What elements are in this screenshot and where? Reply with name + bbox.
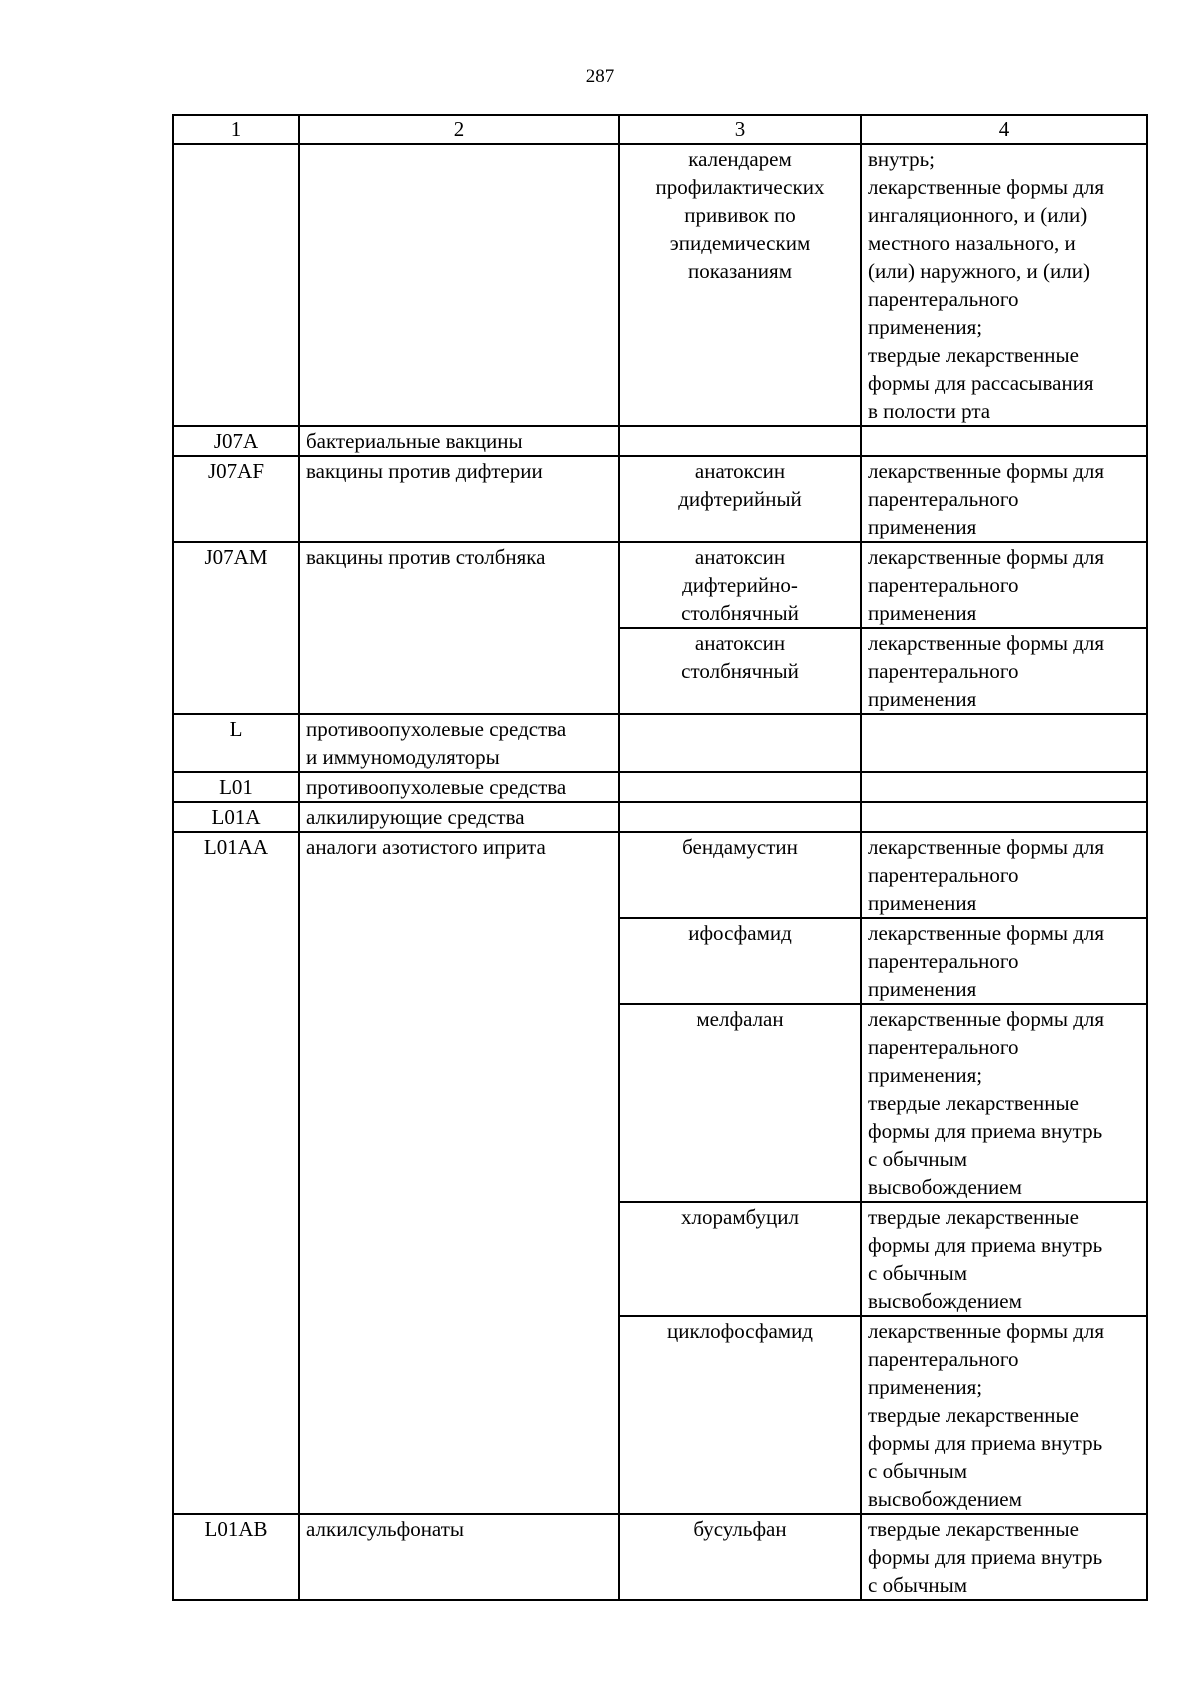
drug-name-cell (619, 802, 861, 832)
atc-code-cell: J07AM (173, 542, 299, 714)
drug-name-line: хлорамбуцил (681, 1205, 799, 1229)
drug-name-line: столбнячный (681, 659, 799, 683)
drug-name-line: бусульфан (693, 1517, 787, 1541)
drug-name-cell (619, 144, 861, 426)
header-cell-2: 2 (299, 115, 619, 144)
dosage-form-cell (861, 1004, 1147, 1202)
header-row (173, 115, 1147, 144)
dosage-form-line: твердые лекарственные (868, 1205, 1079, 1229)
dosage-form-line: (или) наружного, и (или) (868, 259, 1090, 283)
drug-name-cell (619, 1316, 861, 1514)
dosage-form-line: высвобождением (868, 1175, 1022, 1199)
table-row (173, 426, 1147, 456)
dosage-form-line: лекарственные формы для (868, 175, 1105, 199)
drug-name-line: бендамустин (682, 835, 798, 859)
atc-code-cell: L (173, 714, 299, 772)
atc-code-cell: J07AF (173, 456, 299, 542)
table-row (173, 456, 1147, 542)
dosage-form-line: лекарственные формы для (868, 459, 1105, 483)
page-number: 287 (585, 66, 615, 87)
dosage-form-cell (861, 1316, 1147, 1514)
drug-name-line: столбнячный (681, 601, 799, 625)
drug-name-line: календарем (688, 147, 792, 171)
dosage-form-cell (861, 628, 1147, 714)
dosage-form-line: с обычным (868, 1261, 968, 1285)
dosage-form-line: применения; (868, 1063, 983, 1087)
table-row (173, 1514, 1147, 1600)
dosage-form-line: высвобождением (868, 1289, 1022, 1313)
dosage-form-line: лекарственные формы для (868, 631, 1105, 655)
dosage-form-line: в полости рта (868, 399, 991, 423)
header-cell-1: 1 (173, 115, 299, 144)
dosage-form-line: формы для приема внутрь (868, 1431, 1103, 1455)
dosage-form-line: парентерального (868, 573, 1019, 597)
group-name-line: алкилсульфонаты (306, 1517, 464, 1541)
group-name-line: противоопухолевые средства (306, 717, 567, 741)
drug-name-cell (619, 426, 861, 456)
atc-code-cell: J07A (173, 426, 299, 456)
dosage-form-line: местного назального, и (868, 231, 1076, 255)
dosage-form-line: лекарственные формы для (868, 835, 1105, 859)
drug-name-cell (619, 1004, 861, 1202)
dosage-form-line: формы для рассасывания (868, 371, 1094, 395)
drug-name-cell (619, 918, 861, 1004)
dosage-form-cell (861, 542, 1147, 628)
group-name-cell (299, 714, 619, 772)
group-name-line: алкилирующие средства (306, 805, 525, 829)
dosage-form-line: лекарственные формы для (868, 1007, 1105, 1031)
dosage-form-line: применения (868, 687, 977, 711)
table-row (173, 832, 1147, 918)
dosage-form-line: ингаляционного, и (или) (868, 203, 1088, 227)
dosage-form-cell (861, 832, 1147, 918)
dosage-form-line: парентерального (868, 287, 1019, 311)
dosage-form-cell (861, 1202, 1147, 1316)
dosage-form-cell (861, 772, 1147, 802)
dosage-form-line: твердые лекарственные (868, 1403, 1079, 1427)
drug-name-cell (619, 628, 861, 714)
drug-name-line: показаниям (688, 259, 792, 283)
dosage-form-cell (861, 1514, 1147, 1600)
dosage-form-line: твердые лекарственные (868, 1517, 1079, 1541)
dosage-form-line: формы для приема внутрь (868, 1233, 1103, 1257)
atc-code-cell: L01 (173, 772, 299, 802)
dosage-form-line: внутрь; (868, 147, 935, 171)
group-name-cell (299, 802, 619, 832)
drug-table (172, 114, 1148, 1601)
dosage-form-cell (861, 144, 1147, 426)
group-name-cell (299, 144, 619, 426)
dosage-form-cell (861, 456, 1147, 542)
dosage-form-line: лекарственные формы для (868, 545, 1105, 569)
dosage-form-line: парентерального (868, 863, 1019, 887)
group-name-line: аналоги азотистого иприта (306, 835, 546, 859)
dosage-form-line: с обычным (868, 1573, 968, 1597)
dosage-form-line: применения; (868, 1375, 983, 1399)
group-name-cell (299, 832, 619, 1514)
header-cell-4: 4 (861, 115, 1147, 144)
drug-name-line: эпидемическим (669, 231, 811, 255)
dosage-form-line: применения (868, 891, 977, 915)
dosage-form-line: применения (868, 515, 977, 539)
table-row (173, 772, 1147, 802)
table-row (173, 802, 1147, 832)
table-row (173, 542, 1147, 628)
atc-code-cell: L01AA (173, 832, 299, 1514)
dosage-form-line: лекарственные формы для (868, 921, 1105, 945)
drug-name-line: прививок по (684, 203, 796, 227)
dosage-form-line: с обычным (868, 1147, 968, 1171)
dosage-form-cell (861, 426, 1147, 456)
dosage-form-line: парентерального (868, 949, 1019, 973)
dosage-form-cell (861, 802, 1147, 832)
drug-name-line: дифтерийный (678, 487, 802, 511)
group-name-line: вакцины против столбняка (306, 545, 546, 569)
group-name-line: противоопухолевые средства (306, 775, 567, 799)
atc-code-cell: L01AB (173, 1514, 299, 1600)
drug-name-cell (619, 1202, 861, 1316)
dosage-form-line: твердые лекарственные (868, 1091, 1079, 1115)
header-cell-3: 3 (619, 115, 861, 144)
drug-name-cell (619, 456, 861, 542)
dosage-form-line: формы для приема внутрь (868, 1119, 1103, 1143)
dosage-form-line: парентерального (868, 487, 1019, 511)
drug-name-line: профилактических (655, 175, 825, 199)
dosage-form-line: применения (868, 601, 977, 625)
dosage-form-line: лекарственные формы для (868, 1319, 1105, 1343)
group-name-cell (299, 426, 619, 456)
group-name-cell (299, 456, 619, 542)
drug-name-cell (619, 542, 861, 628)
drug-name-line: ифосфамид (688, 921, 792, 945)
dosage-form-line: применения; (868, 315, 983, 339)
drug-name-cell (619, 772, 861, 802)
drug-name-line: анатоксин (694, 459, 786, 483)
group-name-cell (299, 772, 619, 802)
atc-code-cell: L01A (173, 802, 299, 832)
drug-name-cell (619, 832, 861, 918)
group-name-line: вакцины против дифтерии (306, 459, 543, 483)
dosage-form-line: парентерального (868, 659, 1019, 683)
dosage-form-line: парентерального (868, 1035, 1019, 1059)
dosage-form-cell (861, 918, 1147, 1004)
dosage-form-line: формы для приема внутрь (868, 1545, 1103, 1569)
group-name-line: и иммуномодуляторы (306, 745, 500, 769)
dosage-form-cell (861, 714, 1147, 772)
drug-name-line: дифтерийно- (682, 573, 798, 597)
dosage-form-line: парентерального (868, 1347, 1019, 1371)
drug-name-line: циклофосфамид (666, 1319, 813, 1343)
atc-code-cell (173, 144, 299, 426)
dosage-form-line: высвобождением (868, 1487, 1022, 1511)
drug-name-line: мелфалан (696, 1007, 784, 1031)
drug-name-cell (619, 1514, 861, 1600)
drug-name-line: анатоксин (694, 545, 786, 569)
group-name-cell (299, 542, 619, 714)
dosage-form-line: с обычным (868, 1459, 968, 1483)
group-name-line: бактериальные вакцины (306, 429, 523, 453)
table-row (173, 144, 1147, 426)
dosage-form-line: применения (868, 977, 977, 1001)
drug-name-cell (619, 714, 861, 772)
drug-name-line: анатоксин (694, 631, 786, 655)
table-row (173, 714, 1147, 772)
group-name-cell (299, 1514, 619, 1600)
dosage-form-line: твердые лекарственные (868, 343, 1079, 367)
